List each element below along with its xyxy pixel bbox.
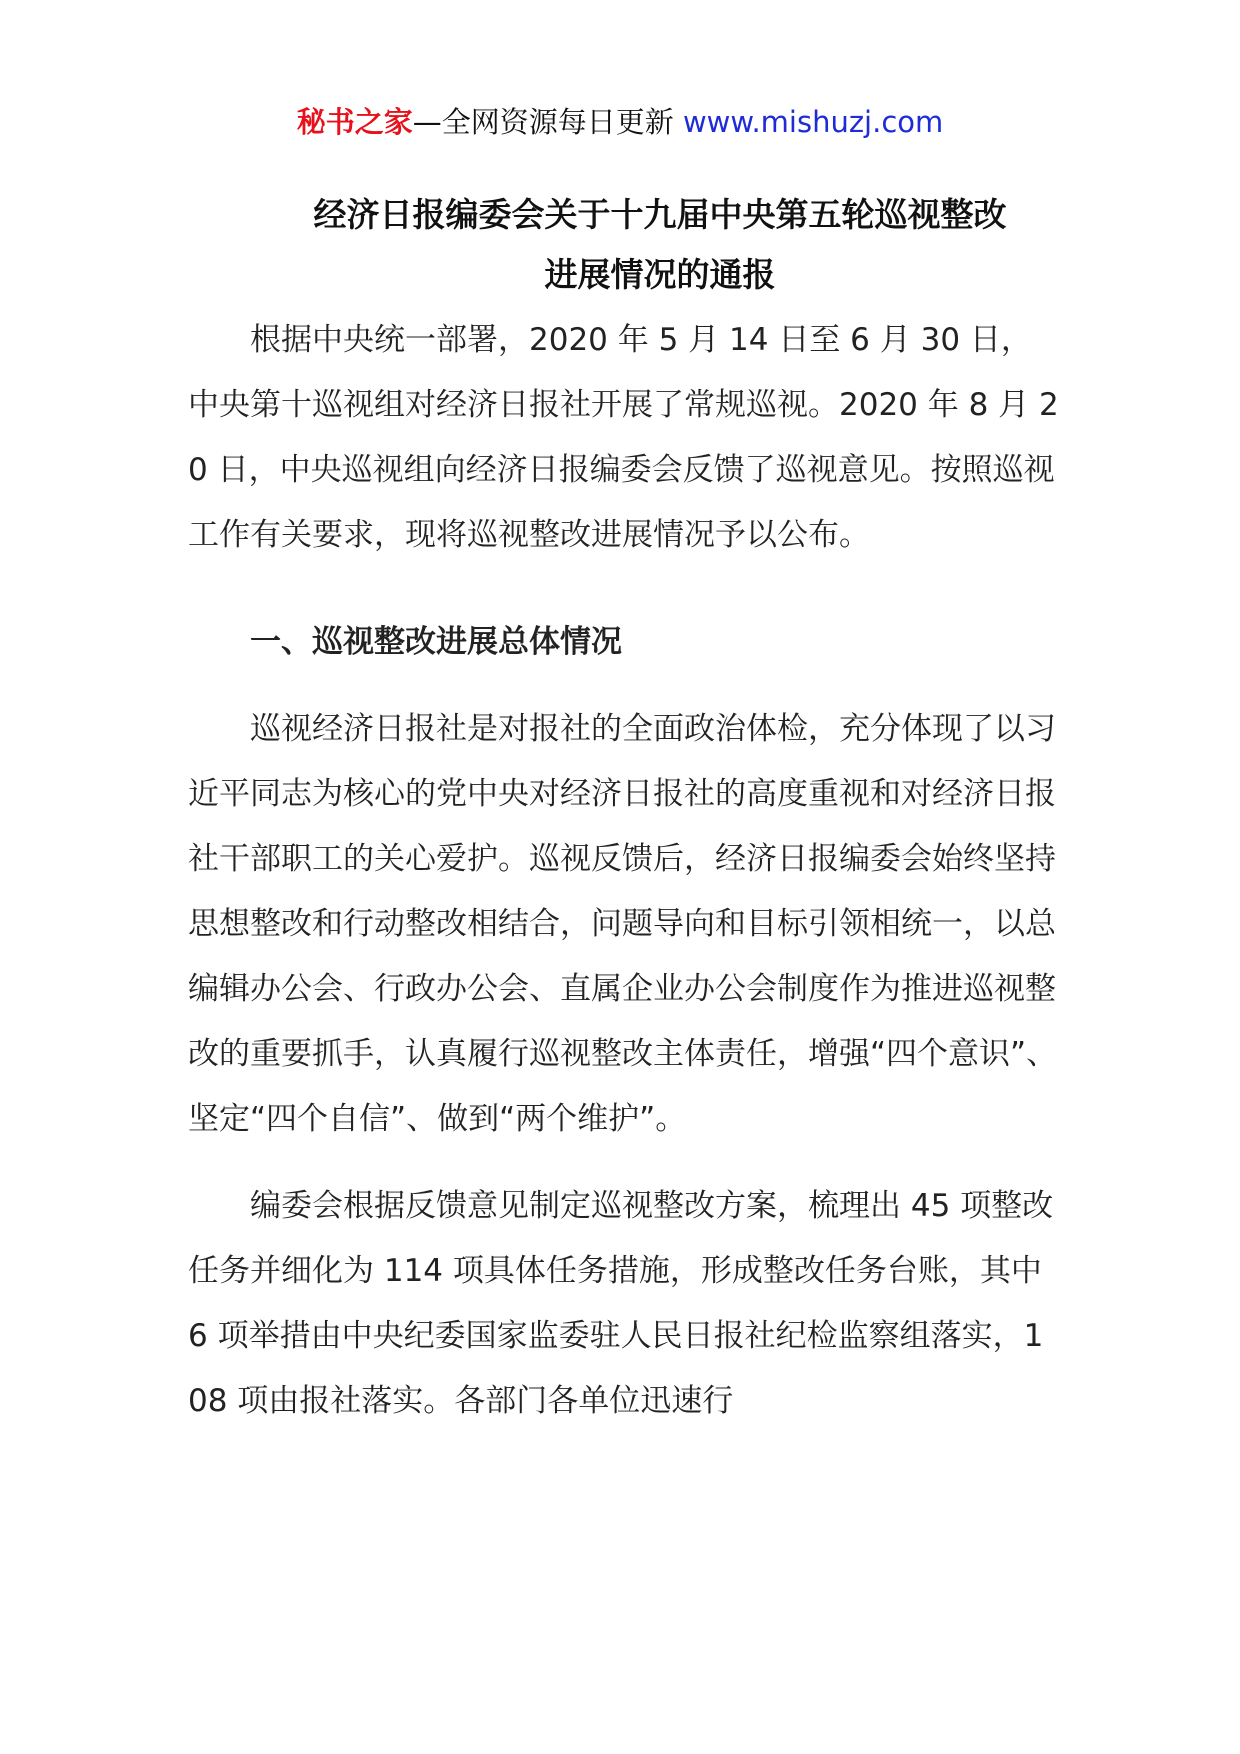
paragraph-1: 根据中央统一部署，2020 年 5 月 14 日至 6 月 30 日，中央第十巡视组对经济日报社开展了常规巡视。2020 年 8 月 20 日，中央巡视组向经济日报编委会反馈了巡视意见。按照巡视工作有关要求，现将巡视整改进展情况予以公布。 xyxy=(188,322,1059,553)
paragraph-2: 巡视经济日报社是对报社的全面政治体检，充分体现了以习近平同志为核心的党中央对经济日报社的高度重视和对经济日报社干部职工的关心爱护。巡视反馈后，经济日报编委会始终坚持思想整改和行动整改相结合，问题导向和目标引领相统一，以总编辑办公会、行政办公会、直属企业办公会制度作为推进巡视整改的重要抓手，认真履行巡视整改主体责任，增强“四个意识”、坚定“四个自信”、做到“两个维护”。 xyxy=(188,711,1058,1137)
site-url-link[interactable]: www.mishuzj.com xyxy=(682,105,944,139)
document-title-line-2: 进展情况的通报 xyxy=(544,255,776,294)
section-1 xyxy=(188,610,1060,675)
site-header xyxy=(0,100,1240,144)
section-1-body-continued xyxy=(188,1174,1060,1434)
site-name: 秘书之家 xyxy=(296,105,413,139)
section-1-body xyxy=(188,697,1060,1152)
document-title xyxy=(250,185,1070,305)
site-tagline: —全网资源每日更新 xyxy=(412,105,683,139)
document-title-line-1: 经济日报编委会关于十九届中央第五轮巡视整改 xyxy=(313,195,1007,234)
section-1-heading: 一、巡视整改进展总体情况 xyxy=(250,624,622,660)
paragraph-3: 编委会根据反馈意见制定巡视整改方案，梳理出 45 项整改任务并细化为 114 项具体任务措施，形成整改任务台账，其中 6 项举措由中央纪委国家监委驻人民日报社纪检监察组落实，108 项由报社落实。各部门各单位迅速行 xyxy=(188,1188,1054,1419)
document-body xyxy=(188,308,1060,568)
